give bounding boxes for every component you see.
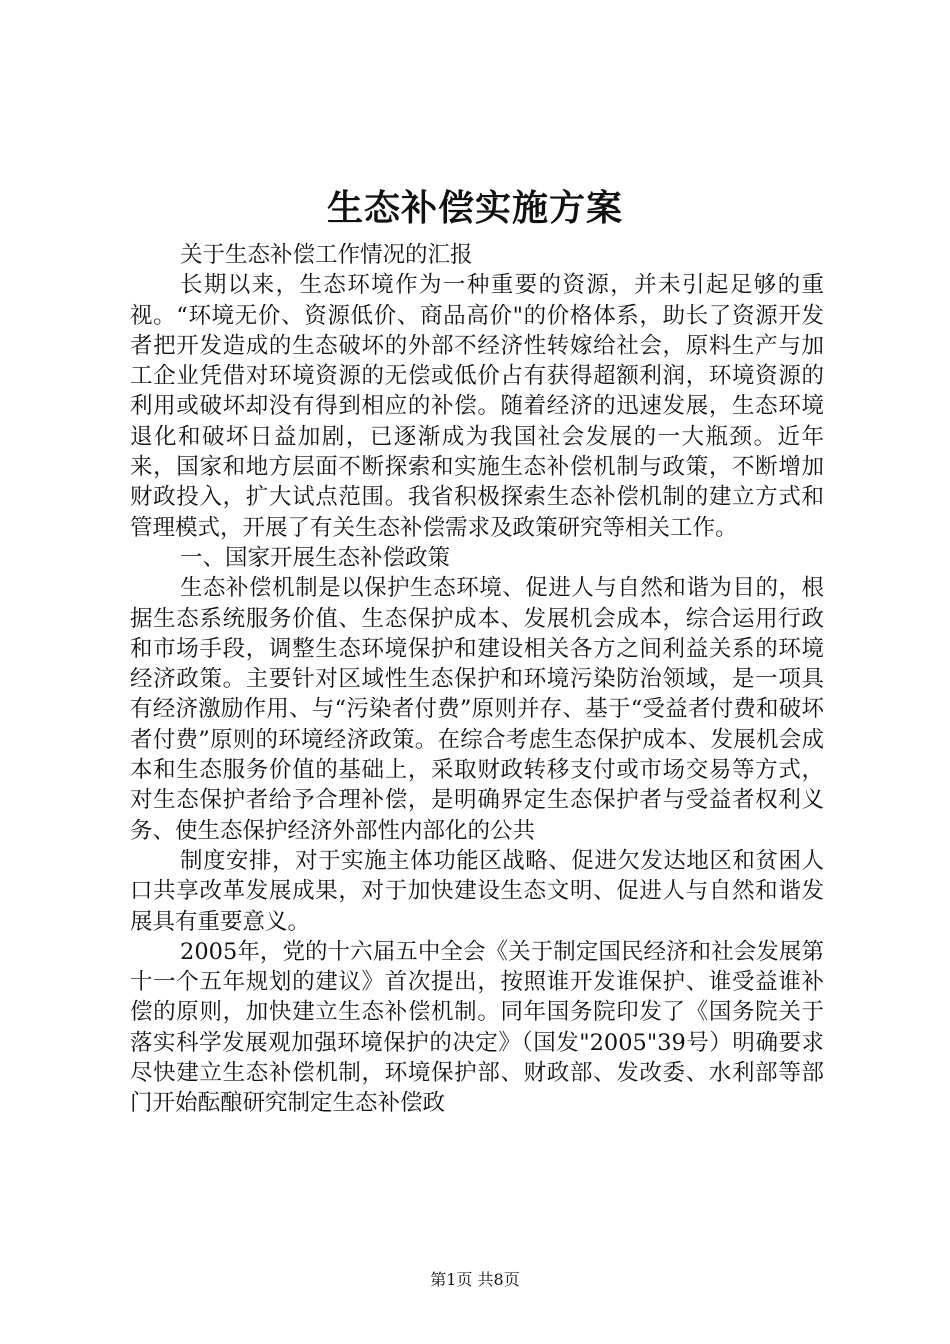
document-title: 生态补偿实施方案 xyxy=(326,187,623,229)
page-number-footer: 第1页 共8页 xyxy=(430,1270,520,1289)
paragraph-institutional-arrangement: 制度安排，对于实施主体功能区战略、促进欠发达地区和贫困人口共享改革发展成果，对于加快建设生态文明、促进人与自然和谐发展具有重要意义。 xyxy=(130,847,824,935)
section-heading-national-policy: 一、国家开展生态补偿政策 xyxy=(180,544,451,571)
paragraph-mechanism-definition: 生态补偿机制是以保护生态环境、促进人与自然和谐为目的，根据生态系统服务价值、生态保护成本、发展机会成本，综合运用行政和市场手段，调整生态环境保护和建设相关各方之间利益关系的环境经济政策。主要针对区域性生态保护和环境污染防治领域，是一项具有经济激励作用、与“污染者付费”原则并存、基于“受益者付费和破坏者付费”原则的环境经济政策。在综合考虑生态保护成本、发展机会成本和生态服务价值的基础上，采取财政转移支付或市场交易等方式，对生态保护者给予合理补偿，是明确界定生态保护者与受益者权利义务、使生态保护经济外部性内部化的公共 xyxy=(130,575,824,844)
paragraph-report-heading: 关于生态补偿工作情况的汇报 xyxy=(180,242,473,268)
paragraph-2005-policy: 2005年，党的十六届五中全会《关于制定国民经济和社会发展第十一个五年规划的建议》首次提出，按照谁开发谁保护、谁受益谁补偿的原则，加快建立生态补偿机制。同年国务院印发了《国务院关于落实科学发展观加强环境保护的决定》（国发"2005"39号）明确要求尽快建立生态补偿机制，环境保护部、财政部、发改委、水利部等部门开始酝酿研究制定生态补偿政 xyxy=(130,938,824,1117)
document-body xyxy=(130,240,824,1119)
paragraph-background: 长期以来，生态环境作为一种重要的资源，并未引起足够的重视。“环境无价、资源低价、商品高价"的价格体系，助长了资源开发者把开发造成的生态破坏的外部不经济性转嫁给社会，原料生产与加工企业凭借对环境资源的无偿或低价占有获得超额利润，环境资源的利用或破坏却没有得到相应的补偿。随着经济的迅速发展，生态环境退化和破坏日益加剧，已逐渐成为我国社会发展的一大瓶颈。近年来，国家和地方层面不断探索和实施生态补偿机制与政策，不断增加财政投入，扩大试点范围。我省积极探索生态补偿机制的建立方式和管理模式，开展了有关生态补偿需求及政策研究等相关工作。 xyxy=(130,272,824,541)
